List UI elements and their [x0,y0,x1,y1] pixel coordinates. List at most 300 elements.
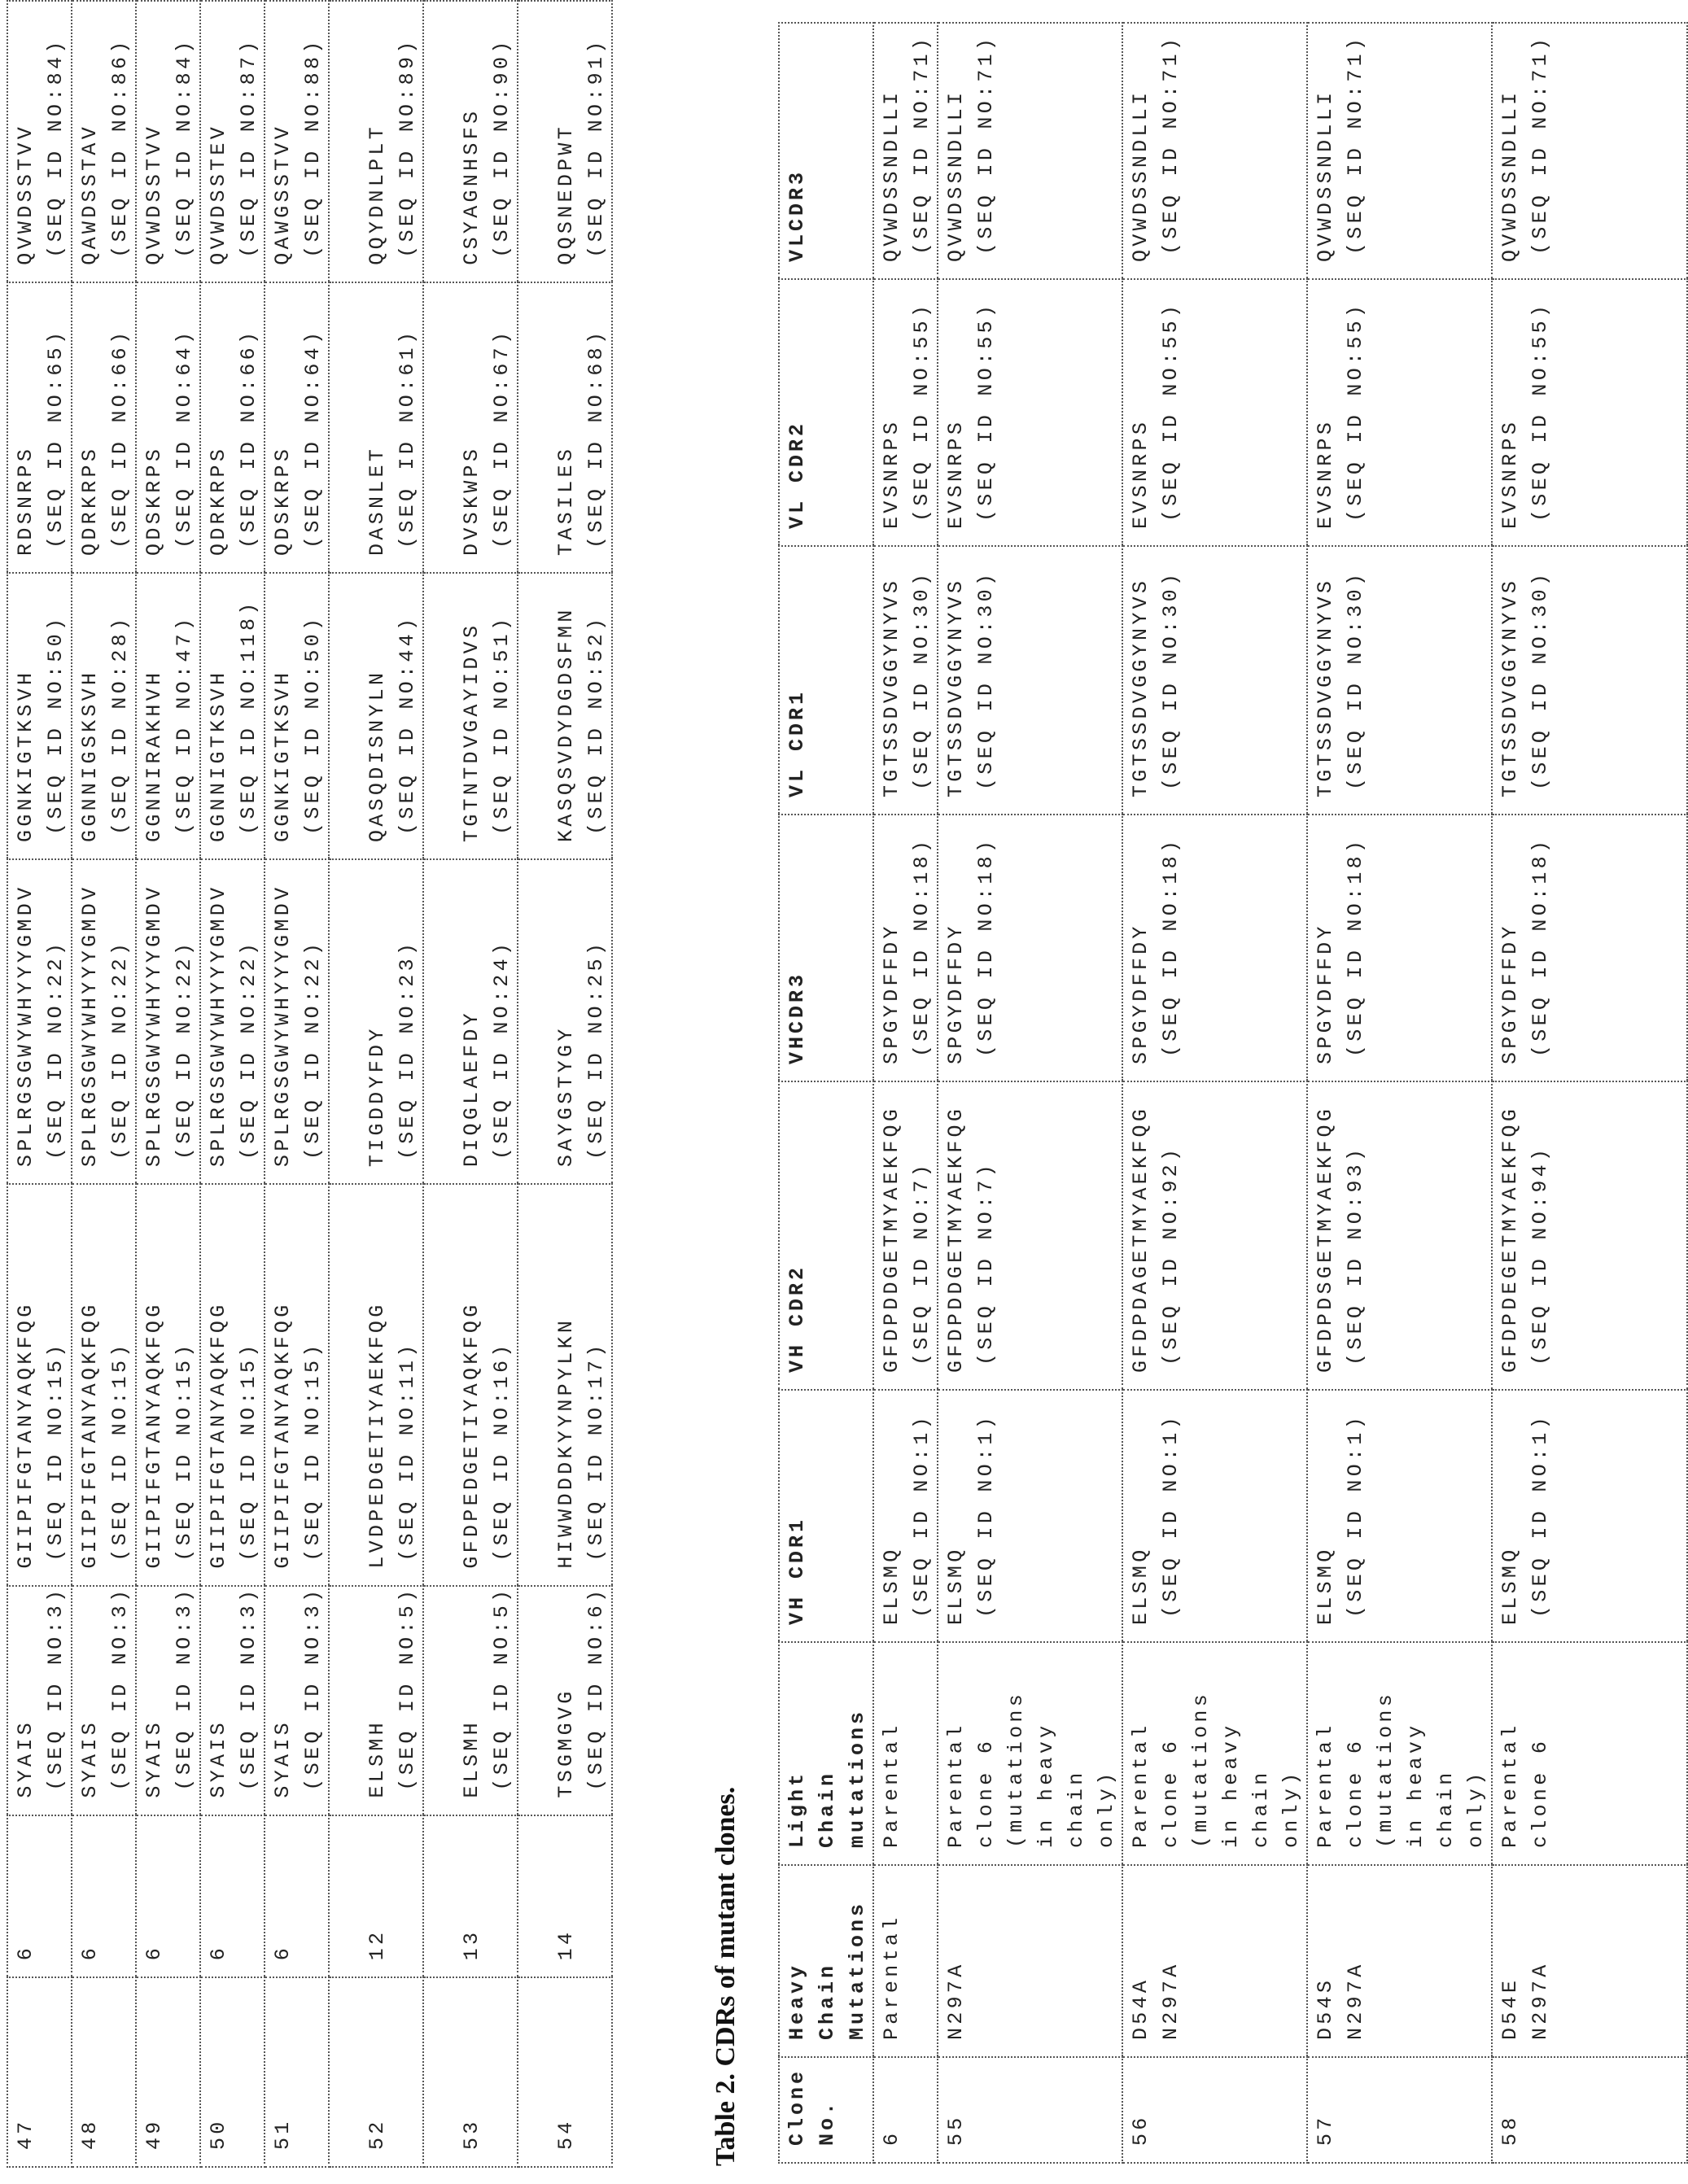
clone-number-cell [7,1977,72,2167]
blank-line [426,574,457,842]
seq-id-label: (SEQ ID NO:18) [1525,815,1555,1064]
cell-text: TGTSSDVGGYNYVS [941,547,971,797]
seq-id-label: (SEQ ID NO:67) [487,283,517,556]
cdr-table-continued [7,0,613,2168]
clone-number-cell [136,1977,200,2167]
seq-id-label: (SEQ ID NO:86) [105,2,135,265]
seq-id-label: (SEQ ID NO:88) [298,2,328,265]
cell-text: SYAIS [268,1587,298,1798]
table-row-clone-50 [200,1,265,2167]
table-cell [7,282,72,573]
seq-id-label: (SEQ ID NO:1) [971,1391,1001,1625]
blank-line [332,574,362,842]
seq-id-label: (SEQ ID NO:64) [169,283,199,556]
cell-text: 6 [877,2058,907,2146]
cell-text: (mutations [1371,1643,1401,1848]
header-text: Heavy [782,1866,812,2040]
table-2-title: Table 2. CDRs of mutant clones. [711,1787,741,2166]
seq-id-label: (SEQ ID NO:15) [41,1185,71,1569]
table-cell [938,1642,1122,1865]
seq-id-label: (SEQ ID NO:44) [392,574,422,842]
cell-text: TGTSSDVGGYNYVS [1126,547,1156,797]
table-cell [200,1815,265,1978]
table-cell [265,859,329,1184]
column-header [779,279,873,546]
blank-line [426,1185,457,1569]
cell-text: TGTSSDVGGYNYVS [1495,547,1525,797]
table-cell [7,1586,72,1815]
table-cell [938,1390,1122,1642]
cell-text: TGTNTDVGAYIDVS [457,574,487,842]
table-cell [1307,23,1492,279]
table-cell [1122,1865,1307,2057]
blank-line [426,2,457,265]
seq-id-label: (SEQ ID NO:30) [907,547,937,797]
cell-text: D54S [1310,1866,1340,2040]
cell-text: QDSKRPS [268,283,298,556]
clone-number-cell [518,1977,612,2167]
cell-text: 55 [941,2058,971,2146]
table-cell [938,1081,1122,1390]
cell-text: GIIPIFGTANYAQKFQG [203,1185,234,1569]
cell-text: TASILES [551,283,581,556]
header-text: Light [782,1643,812,1848]
seq-id-label: (SEQ ID NO:22) [234,860,264,1167]
header-text: Chain [812,1866,842,2040]
seq-id-label: (SEQ ID NO:22) [169,860,199,1167]
cell-text: SPGYDFFDY [1495,815,1525,1064]
seq-id-label: (SEQ ID NO:6) [581,1587,611,1798]
header-text: VL CDR1 [782,547,812,797]
seq-id-label: (SEQ ID NO:68) [581,283,611,556]
cell-text: QDRKRPS [75,283,105,556]
blank-line [521,1587,551,1798]
blank-line [332,1185,362,1569]
table-row-clone-49 [136,1,200,2167]
cell-text: N297A [1525,1866,1555,2040]
clone-number: 48 [75,1978,105,2150]
seq-id-label: (SEQ ID NO:94) [1525,1082,1555,1373]
cell-text: QDRKRPS [203,283,234,556]
table-cell [423,859,518,1184]
seq-id-label: (SEQ ID NO:15) [298,1185,328,1569]
table-cell [423,1,518,282]
seq-id-label: (SEQ ID NO:1) [1156,1391,1186,1625]
cell-text: EVSNRPS [941,280,971,529]
cell-text: ELSMQ [1126,1391,1156,1625]
seq-id-label: (SEQ ID NO:15) [234,1185,264,1569]
table-row-clone-48 [72,1,136,2167]
cell-text: GFDPDDGETMYAEKFQG [877,1082,907,1373]
cell-text: GGNNIGSKSVH [75,574,105,842]
table-cell [423,282,518,573]
seq-id-label: (SEQ ID NO:3) [298,1587,328,1798]
seq-id-label: (SEQ ID NO:30) [1340,547,1371,797]
table-cell [873,1865,938,2057]
seq-id-label: (SEQ ID NO:89) [392,2,422,265]
cell-text: GFDPDEGETMYAEKFQG [1495,1082,1525,1373]
seq-id-label: (SEQ ID NO:22) [105,860,135,1167]
blank-line [332,283,362,556]
table-cell [136,1,200,282]
cell-text: GGNKIGTKSVH [268,574,298,842]
table-cell [1307,815,1492,1081]
table-header-row [779,23,873,2163]
table-cell [200,1184,265,1586]
table-cell [72,1184,136,1586]
cell-text: QVWDSSTVV [139,2,169,265]
seq-id-label: (SEQ ID NO:87) [234,2,264,265]
column-header [779,546,873,815]
seq-id-label: (SEQ ID NO:71) [1340,24,1371,262]
table-cell [1492,1865,1687,2057]
table-cell [72,1815,136,1978]
header-text: No. [812,2058,842,2146]
table-cell [329,1,423,282]
clone-number: 51 [268,1978,298,2150]
table-cell [1122,2057,1307,2163]
table-cell [1492,815,1687,1081]
cell-text: chain [1246,1643,1276,1848]
cell-text: ELSMH [362,1587,392,1798]
seq-id-label: (SEQ ID NO:1) [1340,1391,1371,1625]
seq-id-label: (SEQ ID NO:7) [971,1082,1001,1373]
seq-id-label: (SEQ ID NO:11) [392,1185,422,1569]
table-cell [200,573,265,859]
table-cell [1122,815,1307,1081]
cell-text: 12 [362,1816,392,1961]
table-cell [1307,2057,1492,2163]
table-cell [72,573,136,859]
clone-number: 47 [11,1978,41,2150]
seq-id-label: (SEQ ID NO:5) [487,1587,517,1798]
table-cell [873,1642,938,1865]
seq-id-label: (SEQ ID NO:93) [1340,1082,1371,1373]
cell-text: QVWDSSNDLLI [1126,24,1156,262]
cell-text: ELSMH [457,1587,487,1798]
column-header [779,1865,873,2057]
cell-text: chain [1431,1643,1461,1848]
seq-id-label: (SEQ ID NO:28) [105,574,135,842]
cell-text: GIIPIFGTANYAQKFQG [11,1185,41,1569]
cell-text: QAWGSSTVV [268,2,298,265]
table-cell [873,279,938,546]
cell-text: CSYAGNHSFS [457,2,487,265]
cell-text: N297A [941,1866,971,2040]
cell-text: SPGYDFFDY [877,815,907,1064]
table-cell [518,282,612,573]
cell-text: SPLRGSGWYWHYYYGMDV [11,860,41,1167]
cell-text: TGTSSDVGGYNYVS [1310,547,1340,797]
seq-id-label: (SEQ ID NO:118) [234,574,264,842]
header-text: VH CDR1 [782,1391,812,1625]
table-cell [265,1586,329,1815]
clone-number: 50 [203,1978,234,2150]
header-text: VH CDR2 [782,1082,812,1373]
cell-text: SYAIS [11,1587,41,1798]
table-cell [1122,279,1307,546]
cell-text: SPGYDFFDY [1310,815,1340,1064]
seq-id-label: (SEQ ID NO:18) [907,815,937,1064]
seq-id-label: (SEQ ID NO:23) [392,860,422,1167]
cell-text: (mutations [1186,1643,1216,1848]
seq-id-label: (SEQ ID NO:65) [41,283,71,556]
table-cell [1492,1642,1687,1865]
header-text: VHCDR3 [782,815,812,1064]
cell-text: only) [1276,1643,1306,1848]
seq-id-label: (SEQ ID NO:61) [392,283,422,556]
table-row [1122,23,1307,2163]
cell-text: SPLRGSGWYWHYYYGMDV [75,860,105,1167]
cell-text: GFDPEDGETIYAQKFQG [457,1185,487,1569]
table-cell [873,23,938,279]
seq-id-label: (SEQ ID NO:71) [1525,24,1555,262]
cell-text: ELSMQ [1495,1391,1525,1625]
seq-id-label: (SEQ ID NO:15) [169,1185,199,1569]
table-cell [1492,2057,1687,2163]
table-cell [518,573,612,859]
seq-id-label: (SEQ ID NO:71) [1156,24,1186,262]
table-cell [1122,546,1307,815]
blank-line [426,1816,457,1961]
cell-text: ELSMQ [941,1391,971,1625]
table-cell [423,1184,518,1586]
table-cell [938,1865,1122,2057]
cell-text: N297A [1340,1866,1371,2040]
table-cell [136,282,200,573]
table-cell [1122,1390,1307,1642]
cell-text: GIIPIFGTANYAQKFQG [75,1185,105,1569]
cell-text: GIIPIFGTANYAQKFQG [268,1185,298,1569]
seq-id-label: (SEQ ID NO:30) [1525,547,1555,797]
cell-text: QQSNEDPWT [551,2,581,265]
cell-text: 6 [268,1816,298,1961]
table-cell [518,1,612,282]
table-cell [518,1586,612,1815]
column-header [779,1642,873,1865]
seq-id-label: (SEQ ID NO:84) [169,2,199,265]
cell-text: SYAIS [203,1587,234,1798]
cell-text: GFDPDDGETMYAEKFQG [941,1082,971,1373]
blank-line [521,860,551,1167]
table-cell [265,282,329,573]
cell-text: TGTSSDVGGYNYVS [877,547,907,797]
cell-text: SPLRGSGWYWHYYYGMDV [203,860,234,1167]
cell-text: RDSNRPS [11,283,41,556]
table-row-clone-54 [518,1,612,2167]
cell-text: 58 [1495,2058,1525,2146]
table-cell [329,859,423,1184]
cell-text: SAYGSTYGY [551,860,581,1167]
cell-text: Parental [1126,1643,1156,1848]
seq-id-label: (SEQ ID NO:22) [41,860,71,1167]
table-cell [1307,1865,1492,2057]
cell-text: clone 6 [1156,1643,1186,1848]
seq-id-label: (SEQ ID NO:51) [487,574,517,842]
cell-text: DIQGLAEFDY [457,860,487,1167]
table-cell [72,1586,136,1815]
table-2-cdrs-of-mutant-clones [778,22,1688,2164]
cell-text: TSGMGVG [551,1587,581,1798]
seq-id-label: (SEQ ID NO:17) [581,1185,611,1569]
cell-text: TIGDDYFDY [362,860,392,1167]
blank-line [521,1185,551,1569]
blank-line [521,1816,551,1961]
cell-text: 6 [11,1816,41,1961]
header-text: VL CDR2 [782,280,812,529]
cell-text: LVDPEDGETIYAEKFQG [362,1185,392,1569]
seq-id-label: (SEQ ID NO:16) [487,1185,517,1569]
seq-id-label: (SEQ ID NO:22) [298,860,328,1167]
cell-text: QAWDSSTAV [75,2,105,265]
cell-text: clone 6 [971,1643,1001,1848]
table-cell [518,1184,612,1586]
table-cell [265,1815,329,1978]
header-text: VLCDR3 [782,24,812,262]
cell-text: QVWDSSTVV [11,2,41,265]
blank-line [426,283,457,556]
header-text: Clone [782,2058,812,2146]
seq-id-label: (SEQ ID NO:24) [487,860,517,1167]
table-row-clone-51 [265,1,329,2167]
table-cell [1307,1390,1492,1642]
table-cell [200,859,265,1184]
seq-id-label: (SEQ ID NO:50) [298,574,328,842]
table-cell [1307,279,1492,546]
table-cell [1122,1642,1307,1865]
cell-text: DASNLET [362,283,392,556]
seq-id-label: (SEQ ID NO:1) [1525,1391,1555,1625]
cell-text: (mutations [1001,1643,1031,1848]
table-cell [7,573,72,859]
table-cell [423,1815,518,1978]
seq-id-label: (SEQ ID NO:91) [581,2,611,265]
seq-id-label: (SEQ ID NO:1) [907,1391,937,1625]
cell-text: clone 6 [1340,1643,1371,1848]
seq-id-label: (SEQ ID NO:47) [169,574,199,842]
table-cell [329,573,423,859]
cell-text: GFDPDSGETMYAEKFQG [1310,1082,1340,1373]
seq-id-label: (SEQ ID NO:90) [487,2,517,265]
table-cell [72,282,136,573]
column-header [779,1081,873,1390]
blank-line [426,1587,457,1798]
seq-id-label: (SEQ ID NO:25) [581,860,611,1167]
seq-id-label: (SEQ ID NO:18) [971,815,1001,1064]
cell-text: N297A [1156,1866,1186,2040]
cell-text: SYAIS [139,1587,169,1798]
cell-text: GFDPDAGETMYAEKFQG [1126,1082,1156,1373]
header-text: mutations [842,1643,872,1848]
table-cell [136,1815,200,1978]
table-cell [200,1586,265,1815]
table-cell [873,1081,938,1390]
table-cell [7,1184,72,1586]
cell-text: SPGYDFFDY [941,815,971,1064]
table-cell [518,1815,612,1978]
table-cell [873,1390,938,1642]
cell-text: only) [1461,1643,1491,1848]
seq-id-label: (SEQ ID NO:30) [971,547,1001,797]
cell-text: QASQDISNYLN [362,574,392,842]
column-header [779,815,873,1081]
cell-text: GGNNIRAKHVH [139,574,169,842]
table-cell [423,1586,518,1815]
cell-text: SPLRGSGWYWHYYYGMDV [268,860,298,1167]
cell-text: KASQSVDYDGDSFMN [551,574,581,842]
table-cell [200,282,265,573]
cell-text: ELSMQ [877,1391,907,1625]
seq-id-label: (SEQ ID NO:84) [41,2,71,265]
seq-id-label: (SEQ ID NO:55) [1156,280,1186,529]
cell-text: EVSNRPS [1310,280,1340,529]
cell-text: 6 [139,1816,169,1961]
table-cell [1492,1081,1687,1390]
cell-text: 57 [1310,2058,1340,2146]
seq-id-label: (SEQ ID NO:18) [1340,815,1371,1064]
cell-text: in heavy [1216,1643,1246,1848]
table-cell [1307,1081,1492,1390]
table-cell [136,859,200,1184]
rotated-patent-page [0,0,1546,2184]
header-text: Chain [812,1643,842,1848]
seq-id-label: (SEQ ID NO:3) [169,1587,199,1798]
clone-number: 52 [362,1978,392,2150]
cell-text: 6 [75,1816,105,1961]
table-cell [1307,1642,1492,1865]
seq-id-label: (SEQ ID NO:7) [907,1082,937,1373]
table-cell [200,1,265,282]
table-cell [938,279,1122,546]
seq-id-label: (SEQ ID NO:3) [105,1587,135,1798]
column-header [779,1390,873,1642]
cell-text: SYAIS [75,1587,105,1798]
table-cell [1122,23,1307,279]
table-cell [1492,546,1687,815]
clone-number-cell [265,1977,329,2167]
cell-text: SPLRGSGWYWHYYYGMDV [139,860,169,1167]
cell-text: Parental [1310,1643,1340,1848]
cell-text: D54A [1126,1866,1156,2040]
cell-text: QVWDSSNDLLI [941,24,971,262]
table-cell [329,1586,423,1815]
table-cell [7,859,72,1184]
cell-text: in heavy [1401,1643,1431,1848]
table-cell [329,1815,423,1978]
seq-id-label: (SEQ ID NO:71) [907,24,937,262]
cell-text: ELSMQ [1310,1391,1340,1625]
clone-number-cell [423,1977,518,2167]
seq-id-label: (SEQ ID NO:55) [1340,280,1371,529]
seq-id-label: (SEQ ID NO:55) [971,280,1001,529]
table-row-clone-52 [329,1,423,2167]
cell-text: 13 [457,1816,487,1961]
table-cell [7,1,72,282]
table-row-clone-47 [7,1,72,2167]
blank-line [521,2,551,265]
table-cell [873,2057,938,2163]
cell-text: 56 [1126,2058,1156,2146]
cell-text: DVSKWPS [457,283,487,556]
cell-text: QVWDSSNDLLI [1495,24,1525,262]
cell-text: QQYDNLPLT [362,2,392,265]
cell-text: clone 6 [1525,1643,1555,1848]
seq-id-label: (SEQ ID NO:30) [1156,547,1186,797]
table-cell [938,2057,1122,2163]
blank-line [332,2,362,265]
table-cell [7,1815,72,1978]
seq-id-label: (SEQ ID NO:15) [105,1185,135,1569]
